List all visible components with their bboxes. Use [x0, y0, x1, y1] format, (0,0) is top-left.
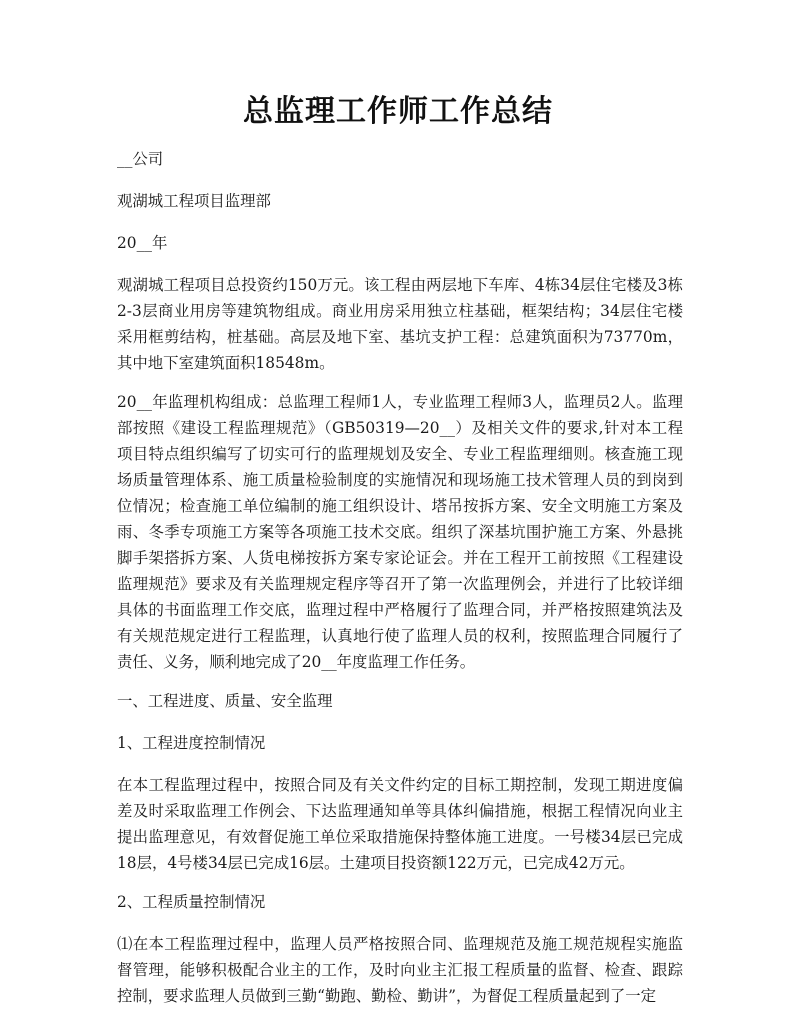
- subsection-heading-schedule: 1、工程进度控制情况: [117, 734, 266, 752]
- department-line: 观湖城工程项目监理部: [117, 192, 271, 210]
- section-heading-1: 一、工程进度、质量、安全监理: [117, 692, 333, 710]
- project-overview-paragraph: 观湖城工程项目总投资约150万元。该工程由两层地下车库、4栋34层住宅楼及3栋2-3层商业用房等建筑物组成。商业用房采用独立柱基础，框架结构；34层住宅楼采用框剪结构，桩基础。高层及地下室、基坑支护工程：总建筑面积为73770m，其中地下室建筑面积18548m。: [117, 276, 683, 372]
- organization-paragraph: 20__年监理机构组成：总监理工程师1人，专业监理工程师3人，监理员2人。监理部按照《建设工程监理规范》（GB50319—20__）及相关文件的要求,针对本工程项目特点组织编写了切实可行的监理规划及安全、专业工程监理细则。核查施工现场质量管理体系、施工质量检验制度的实施情况和现场施工技术管理人员的到岗到位情况；检查施工单位编制的施工组织设计、塔吊按拆方案、安全文明施工方案及雨、冬季专项施工方案等各项施工技术交底。组织了深基坑围护施工方案、外悬挑脚手架搭拆方案、人货电梯按拆方案专家论证会。并在工程开工前按照《工程建设监理规范》要求及有关监理规定程序等召开了第一次监理例会，并进行了比较详细具体的书面监理工作交底，监理过程中严格履行了监理合同，并严格按照建筑法及有关规范规定进行工程监理，认真地行使了监理人员的权利，按照监理合同履行了责任、义务，顺利地完成了20__年度监理工作任务。: [117, 393, 683, 671]
- company-line: __公司: [117, 150, 164, 168]
- subsection-heading-quality: 2、工程质量控制情况: [117, 893, 266, 911]
- document-body: [117, 146, 683, 1022]
- year-line: 20__年: [117, 234, 168, 252]
- document-title: 总监理工作师工作总结: [243, 94, 553, 129]
- quality-control-paragraph: ⑴在本工程监理过程中，监理人员严格按照合同、监理规范及施工规范规程实施监督管理，能够积极配合业主的工作，及时向业主汇报工程质量的监督、检查、跟踪控制，要求监理人员做到三勤“勤跑、勤检、勤讲”，为督促工程质量起到了一定: [117, 935, 683, 1005]
- schedule-control-paragraph: 在本工程监理过程中，按照合同及有关文件约定的目标工期控制，发现工期进度偏差及时采取监理工作例会、下达监理通知单等具体纠偏措施，根据工程情况向业主提出监理意见，有效督促施工单位采取措施保持整体施工进度。一号楼34层已完成18层，4号楼34层已完成16层。土建项目投资额122万元，已完成42万元。: [117, 776, 683, 872]
